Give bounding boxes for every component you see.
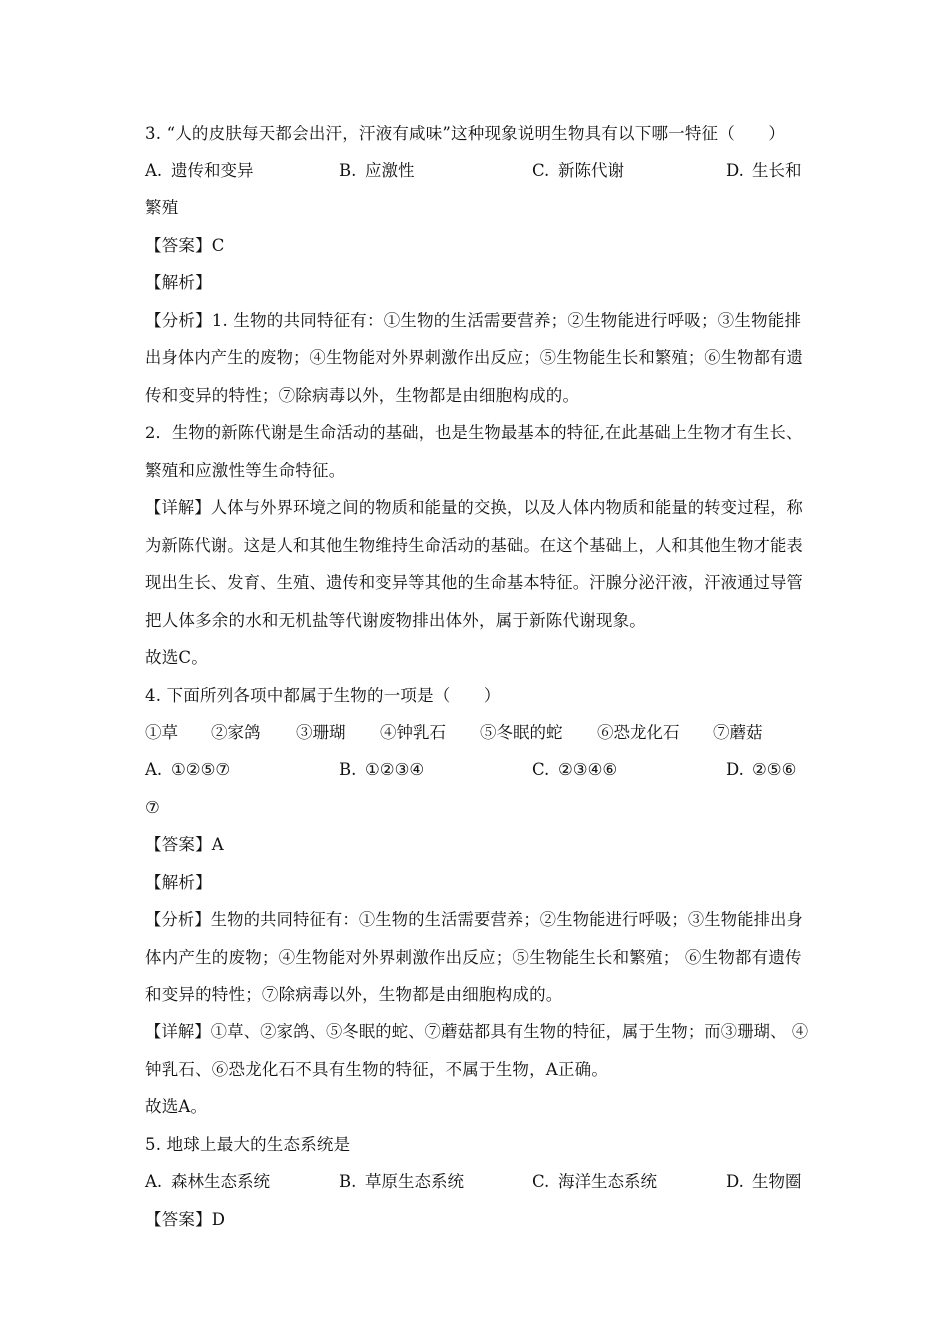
q4-conclusion: 故选A。 [145, 1097, 208, 1116]
q4-item: ⑥恐龙化石 [597, 723, 680, 742]
q4-item: ②家鸽 [211, 723, 261, 742]
q4-option-b: B. ①②③④ [339, 760, 425, 779]
q3-option-d-continuation: 繁殖 [145, 198, 179, 217]
q4-option-d-continuation: ⑦ [145, 798, 160, 817]
q4-option-c: C. ②③④⑥ [532, 760, 618, 779]
q3-analysis-line: 【分析】1. 生物的共同特征有：①生物的生活需要营养；②生物能进行呼吸；③生物能排 [145, 311, 802, 330]
q4-item: ④钟乳石 [380, 723, 446, 742]
q4-analysis-title: 【解析】 [145, 873, 212, 892]
q3-option-a: A. 遗传和变异 [145, 161, 254, 180]
q3-option-d: D. 生长和 [726, 161, 802, 180]
q3-analysis-line: 繁殖和应激性等生命特征。 [145, 461, 346, 480]
q3-analysis-title: 【解析】 [145, 273, 212, 292]
q4-analysis-line: 【分析】生物的共同特征有：①生物的生活需要营养；②生物能进行呼吸；③生物能排出身 [145, 910, 803, 929]
q3-stem: 3. “人的皮肤每天都会出汗，汗液有咸味”这种现象说明生物具有以下哪一特征（ ） [145, 124, 786, 143]
q5-option-d: D. 生物圈 [726, 1172, 802, 1191]
q3-detail-line: 为新陈代谢。这是人和其他生物维持生命活动的基础。在这个基础上，人和其他生物才能表 [145, 536, 803, 555]
q3-option-b: B. 应激性 [339, 161, 415, 180]
q4-detail-line: 钟乳石、⑥恐龙化石不具有生物的特征，不属于生物，A正确。 [145, 1060, 609, 1079]
q5-option-b: B. 草原生态系统 [339, 1172, 464, 1191]
q3-detail-line: 现出生长、发育、生殖、遗传和变异等其他的生命基本特征。汗腺分泌汗液，汗液通过导管 [145, 573, 803, 592]
q4-item: ①草 [145, 723, 178, 742]
q3-analysis-line: 2．生物的新陈代谢是生命活动的基础，也是生物最基本的特征,在此基础上生物才有生长、 [145, 423, 803, 442]
q3-detail-line: 把人体多余的水和无机盐等代谢废物排出体外，属于新陈代谢现象。 [145, 611, 646, 630]
q5-option-c: C. 海洋生态系统 [532, 1172, 657, 1191]
q4-analysis-line: 体内产生的废物；④生物能对外界刺激作出反应；⑤生物能生长和繁殖； ⑥生物都有遗传 [145, 948, 802, 967]
q5-answer: 【答案】D [145, 1210, 226, 1229]
q3-conclusion: 故选C。 [145, 648, 208, 667]
q4-stem: 4. 下面所列各项中都属于生物的一项是（ ） [145, 686, 501, 705]
q5-stem: 5. 地球上最大的生态系统是 [145, 1135, 351, 1154]
q4-analysis-line: 和变异的特性；⑦除病毒以外，生物都是由细胞构成的。 [145, 985, 563, 1004]
q3-analysis-line: 出身体内产生的废物；④生物能对外界刺激作出反应；⑤生物能生长和繁殖；⑥生物都有遗 [145, 348, 803, 367]
q4-answer: 【答案】A [145, 835, 224, 854]
q4-option-d: D. ②⑤⑥ [726, 760, 797, 779]
q4-item: ⑦蘑菇 [713, 723, 763, 742]
q3-detail-line: 【详解】人体与外界环境之间的物质和能量的交换，以及人体内物质和能量的转变过程，称 [145, 498, 803, 517]
q4-item: ③珊瑚 [296, 723, 346, 742]
q3-analysis-line: 传和变异的特性；⑦除病毒以外，生物都是由细胞构成的。 [145, 386, 580, 405]
q3-answer: 【答案】C [145, 236, 225, 255]
q4-option-a: A. ①②⑤⑦ [145, 760, 231, 779]
q5-option-a: A. 森林生态系统 [145, 1172, 270, 1191]
q4-item: ⑤冬眠的蛇 [480, 723, 563, 742]
q3-option-c: C. 新陈代谢 [532, 161, 624, 180]
q4-detail-line: 【详解】①草、②家鸽、⑤冬眠的蛇、⑦蘑菇都具有生物的特征，属于生物；而③珊瑚、 ④ [145, 1022, 809, 1041]
